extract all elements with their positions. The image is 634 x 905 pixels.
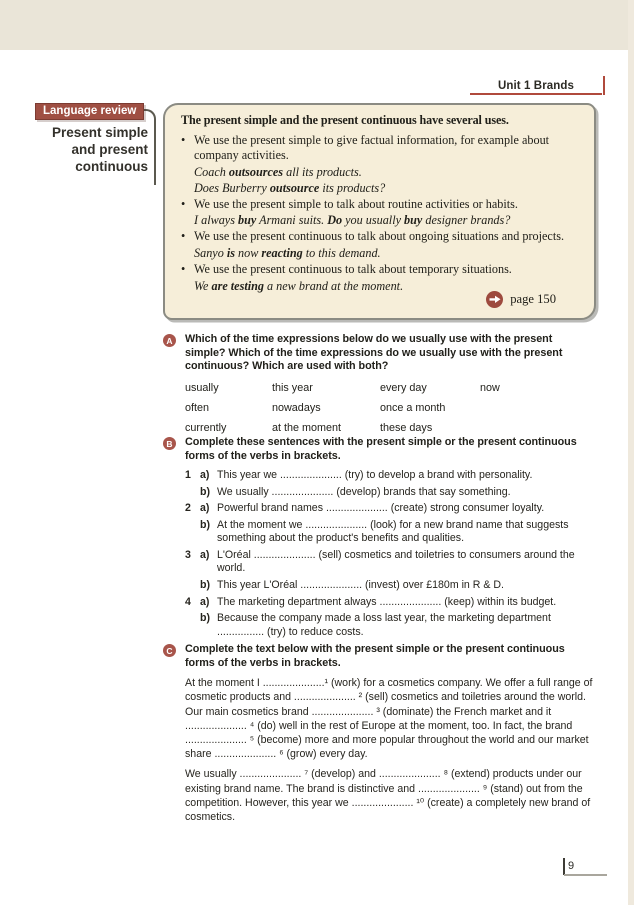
- item-number: [185, 519, 200, 546]
- bullet-icon: •: [181, 261, 186, 276]
- exercise-item: [185, 519, 591, 546]
- item-text: Because the company made a loss last year, the marketing department ................ (try) to reduce costs.: [217, 612, 551, 638]
- exercise-item: [185, 549, 591, 576]
- example-sentence: Coach outsources all its products.: [194, 164, 362, 179]
- exercise-item: [185, 502, 591, 515]
- page-number: 9: [568, 860, 575, 872]
- grammar-bullet-text: We use the present continuous to talk about temporary situations.: [194, 261, 512, 276]
- item-letter: a): [200, 469, 210, 482]
- time-expression: usually: [185, 381, 219, 394]
- exercise-a-badge: A: [163, 334, 176, 347]
- item-number: [185, 486, 200, 499]
- time-expression: these days: [380, 421, 433, 434]
- exercise-b: [163, 436, 591, 642]
- time-expression: at the moment: [272, 421, 342, 434]
- item-number: 2: [185, 502, 191, 515]
- time-expression: [480, 422, 591, 434]
- exercise-b-prompt: Complete these sentences with the present simple or the present continuous forms of the verbs in brackets.: [185, 436, 577, 462]
- lesson-title-line: continuous: [75, 159, 148, 174]
- exercise-c-prompt: Complete the text below with the present simple or the present continuous forms of the verbs in brackets.: [185, 643, 565, 669]
- item-text: L'Oréal ..................... (sell) cosmetics and toiletries to consumers around the world.: [217, 548, 575, 575]
- item-letter: a): [200, 548, 210, 561]
- time-expressions-grid: [185, 382, 591, 434]
- time-expression: this year: [272, 381, 313, 394]
- forward-arrow-icon: [486, 291, 503, 308]
- grammar-bullet: [181, 262, 580, 278]
- gap-fill-paragraph: At the moment I .....................¹ (work) for a cosmetics company. We offer a full range of cosmetic products and ..................... ² (sell) cosmetics and toiletries around the world. Our main cosmetics brand ..................... ³ (dominate) the French market and it ..................... ⁴ (do) well in the rest of Europe at the moment, too. In fact, the brand ..................... ⁵ (become) more and more popular throughout the world and our market share ..................... ⁶ (grow) every day.: [185, 677, 593, 761]
- time-expression: nowadays: [272, 401, 321, 414]
- example-sentence: Does Burberry outsource its products?: [194, 180, 386, 195]
- exercise-item: [185, 579, 591, 592]
- example-sentence: I always buy Armani suits. Do you usually buy designer brands?: [194, 213, 511, 228]
- exercise-item: [185, 612, 591, 639]
- bullet-icon: •: [181, 229, 186, 244]
- item-text: The marketing department always ..................... (keep) within its budget.: [217, 595, 557, 608]
- item-text: This year L'Oréal ..................... (invest) over £180m in R & D.: [217, 578, 504, 591]
- item-letter: a): [200, 595, 210, 608]
- exercise-item: [185, 469, 591, 482]
- exercise-c: [163, 643, 591, 824]
- grammar-bullet: [181, 229, 580, 245]
- grammar-bullet-text: We use the present continuous to talk about ongoing situations and projects.: [194, 229, 564, 244]
- item-letter: b): [200, 518, 210, 531]
- item-text: At the moment we ..................... (look) for a new brand name that suggests something about the product's benefits and qualities.: [217, 518, 569, 545]
- item-number: 4: [185, 595, 191, 608]
- lesson-title: [18, 124, 148, 175]
- item-letter: b): [200, 485, 210, 498]
- time-expression: often: [185, 401, 210, 414]
- item-text: This year we ..................... (try) to develop a brand with personality.: [217, 469, 533, 482]
- exercise-item: [185, 486, 591, 499]
- page-reference: [486, 291, 556, 308]
- example-sentence: Sanyo is now reacting to this demand.: [194, 245, 381, 260]
- time-expression: currently: [185, 421, 227, 434]
- item-number: 1: [185, 469, 191, 482]
- item-number: 3: [185, 548, 191, 561]
- time-expression: once a month: [380, 401, 446, 414]
- grammar-box: [163, 103, 596, 320]
- exercise-b-items: [185, 469, 591, 639]
- time-expression: every day: [380, 381, 427, 394]
- grammar-bullet-text: We use the present simple to talk about routine activities or habits.: [194, 196, 518, 211]
- language-review-tag: Language review: [35, 103, 144, 120]
- grammar-bullet: [181, 133, 580, 164]
- grammar-box-title: The present simple and the present continuous have several uses.: [181, 113, 509, 127]
- time-expression: now: [480, 381, 500, 394]
- grammar-bullet: [181, 197, 580, 213]
- exercise-c-badge: C: [163, 644, 176, 657]
- item-letter: a): [200, 502, 210, 515]
- scan-right-band: [628, 0, 634, 905]
- unit-header-tick: [603, 76, 605, 95]
- exercise-b-badge: B: [163, 437, 176, 450]
- scan-top-band: [0, 0, 634, 50]
- lesson-title-line: and present: [71, 142, 148, 157]
- item-letter: b): [200, 578, 210, 591]
- exercise-a: [163, 333, 591, 434]
- exercise-item: [185, 596, 591, 609]
- exercise-a-prompt: Which of the time expressions below do we usually use with the present simple? Which of the time expressions do we usually use with the present continuous? Which are used with both?: [185, 333, 563, 373]
- item-number: [185, 579, 200, 592]
- gap-fill-paragraph: We usually ..................... ⁷ (develop) and ..................... ⁸ (extend) products under our existing brand name. The brand is distinctive and ..................... ⁹ (stand) out from the competition. However, this year we ..................... ¹⁰ (create) a completely new brand of cosmetics.: [185, 768, 591, 824]
- example-sentence: We are testing a new brand at the moment.: [194, 278, 404, 293]
- page-reference-label: page 150: [510, 291, 556, 306]
- bullet-icon: •: [181, 196, 186, 211]
- page-number-underline: [564, 874, 607, 876]
- unit-label: Unit 1 Brands: [497, 80, 575, 92]
- lesson-title-line: Present simple: [51, 125, 148, 140]
- item-letter: b): [200, 612, 210, 625]
- time-expression: [480, 402, 591, 414]
- bullet-icon: •: [181, 132, 186, 147]
- page-number-bracket: [563, 858, 565, 875]
- grammar-bullet-text: We use the present simple to give factual information, for example about company activities.: [194, 132, 550, 163]
- item-number: [185, 612, 200, 639]
- item-text: We usually ..................... (develop) brands that say something.: [217, 485, 511, 498]
- item-text: Powerful brand names ..................... (create) strong consumer loyalty.: [217, 502, 545, 515]
- unit-header: [470, 76, 602, 95]
